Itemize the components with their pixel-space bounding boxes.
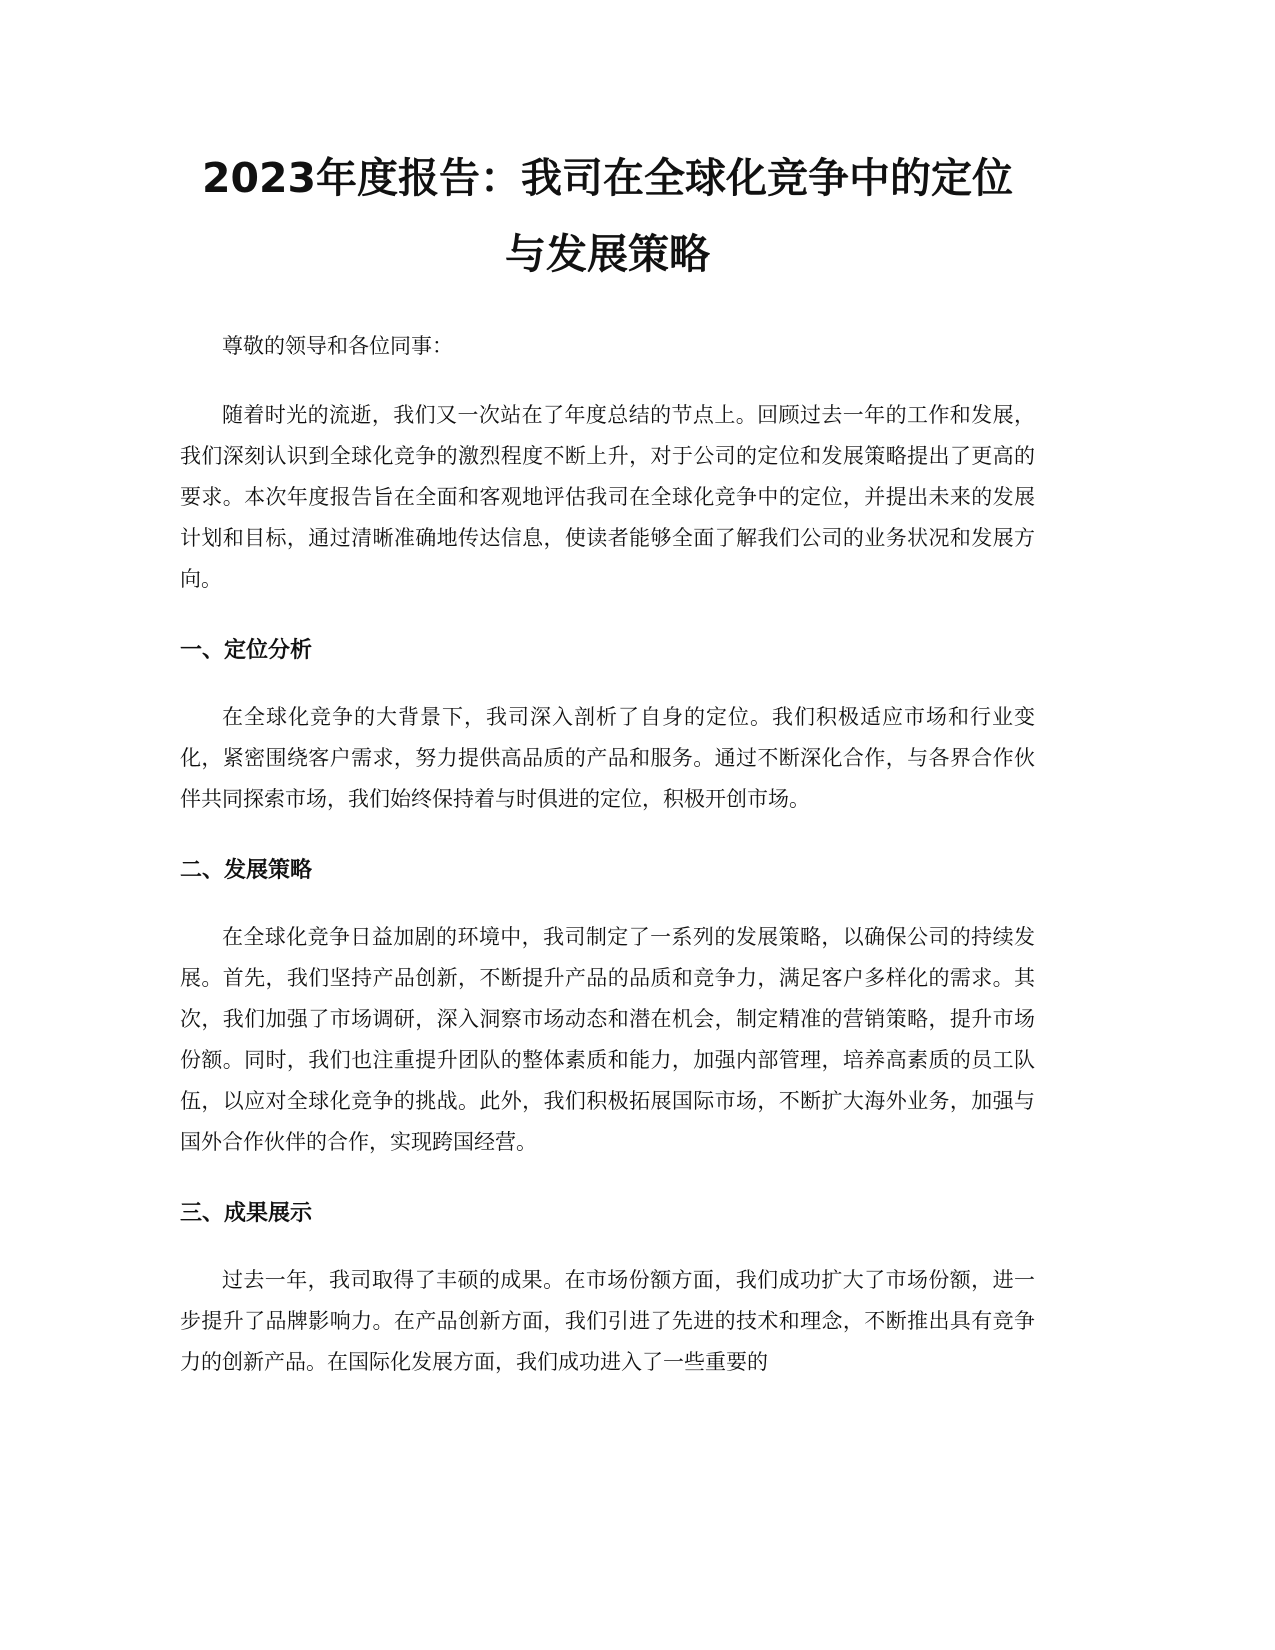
section-paragraph: 在全球化竞争的大背景下，我司深入剖析了自身的定位。我们积极适应市场和行业变化，紧密围绕客户需求，努力提供高品质的产品和服务。通过不断深化合作，与各界合作伙伴共同探索市场，我们始终保持着与时俱进的定位，积极开创市场。: [180, 705, 1035, 811]
title-line-1: 2023年度报告：我司在全球化竞争中的定位: [201, 154, 1014, 202]
section-results: [180, 1193, 1035, 1383]
section-strategy: [180, 850, 1035, 1163]
section-heading: 二、发展策略: [180, 858, 313, 883]
section-heading: 三、成果展示: [180, 1201, 313, 1226]
section-positioning: [180, 630, 1035, 820]
title-line-2: 与发展策略: [505, 230, 710, 278]
document-page: [180, 140, 1035, 1383]
intro-paragraph: 随着时光的流逝，我们又一次站在了年度总结的节点上。回顾过去一年的工作和发展，我们深刻认识到全球化竞争的激烈程度不断上升，对于公司的定位和发展策略提出了更高的要求。本次年度报告旨在全面和客观地评估我司在全球化竞争中的定位，并提出未来的发展计划和目标，通过清晰准确地传达信息，使读者能够全面了解我们公司的业务状况和发展方向。: [180, 403, 1035, 591]
section-paragraph: 在全球化竞争日益加剧的环境中，我司制定了一系列的发展策略，以确保公司的持续发展。首先，我们坚持产品创新，不断提升产品的品质和竞争力，满足客户多样化的需求。其次，我们加强了市场调研，深入洞察市场动态和潜在机会，制定精准的营销策略，提升市场份额。同时，我们也注重提升团队的整体素质和能力，加强内部管理，培养高素质的员工队伍，以应对全球化竞争的挑战。此外，我们积极拓展国际市场，不断扩大海外业务，加强与国外合作伙伴的合作，实现跨国经营。: [180, 925, 1035, 1154]
salutation: 尊敬的领导和各位同事：: [222, 334, 453, 358]
section-paragraph: 过去一年，我司取得了丰硕的成果。在市场份额方面，我们成功扩大了市场份额，进一步提升了品牌影响力。在产品创新方面，我们引进了先进的技术和理念，不断推出具有竞争力的创新产品。在国际化发展方面，我们成功进入了一些重要的: [180, 1268, 1035, 1374]
section-heading: 一、定位分析: [180, 638, 313, 663]
document-title: [180, 140, 1035, 292]
